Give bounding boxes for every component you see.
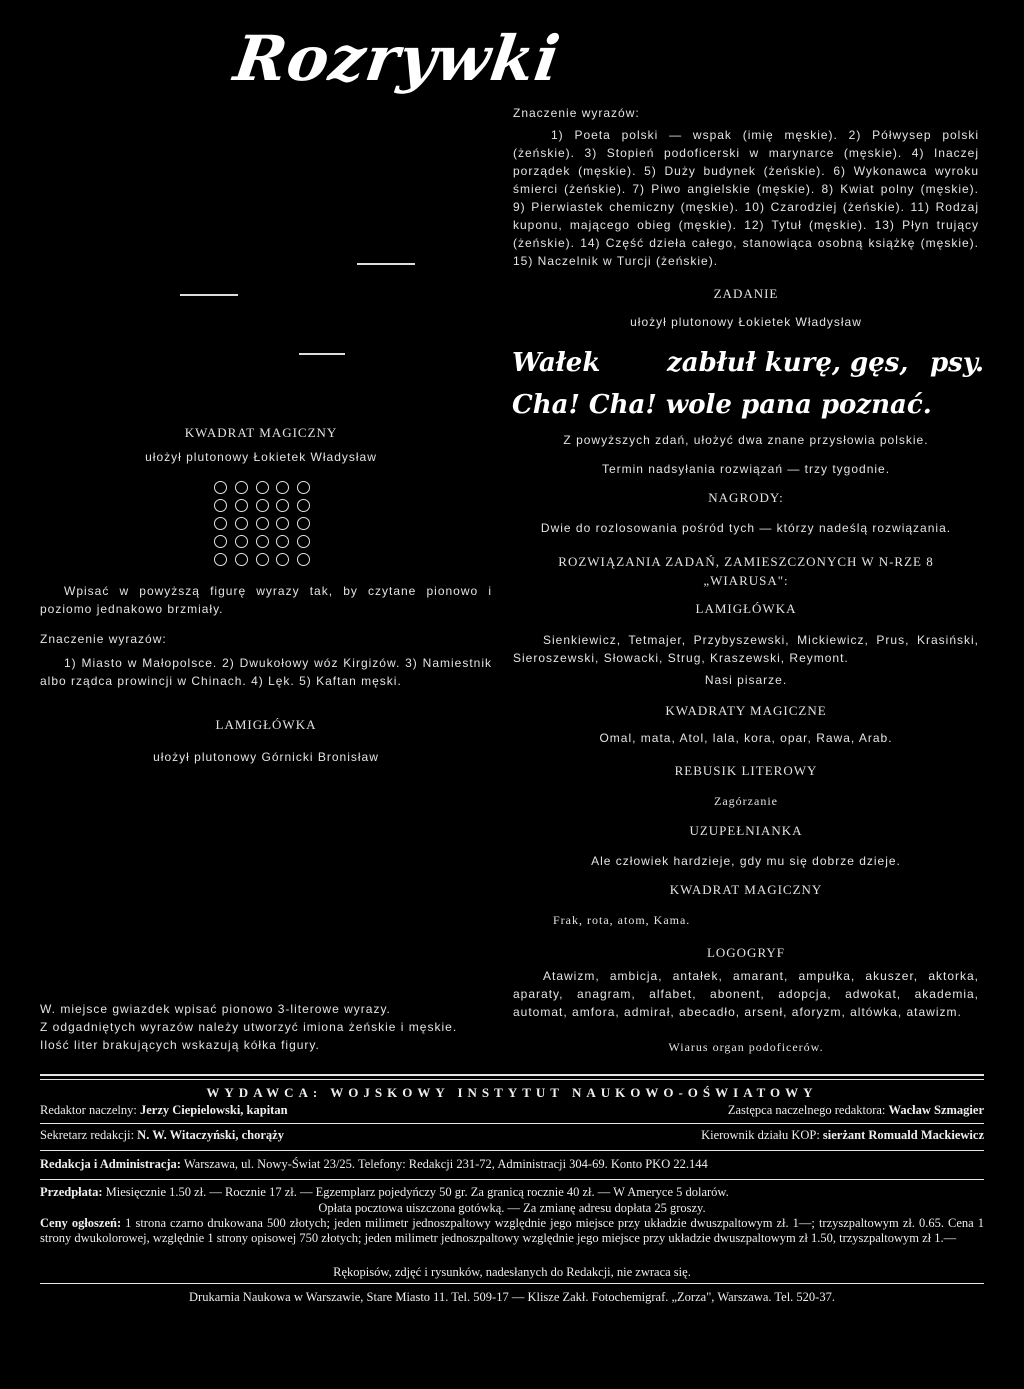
sol-kwadraty-text: Omal, mata, Atol, lala, kora, opar, Rawa, Arab. <box>599 731 893 745</box>
grid-cell-circle[interactable] <box>256 535 269 548</box>
grid-cell-circle[interactable] <box>256 481 269 494</box>
kwadrat-heading: KWADRAT MAGICZNY <box>184 425 338 440</box>
kwadrat-definitions-label: Znaczenie wyrazów: <box>40 632 167 646</box>
footer-publisher: WYDAWCA: WOJSKOWY INSTYTUT NAUKOWO-OŚWIATOWY <box>206 1085 818 1100</box>
grid-cell-circle[interactable] <box>276 481 289 494</box>
grid-row <box>214 532 310 550</box>
grid-cell-circle[interactable] <box>214 481 227 494</box>
zadanie-instruction: Z powyższych zdań, ułożyć dwa znane przysłowia polskie. <box>563 433 929 447</box>
nagrody-text: Dwie do rozlosowania pośród tych — którzy nadeślą rozwiązania. <box>540 521 952 535</box>
grid-cell-circle[interactable] <box>276 499 289 512</box>
grid-cell-circle[interactable] <box>276 553 289 566</box>
grid-cell-circle[interactable] <box>297 553 310 566</box>
grid-cell-circle[interactable] <box>297 499 310 512</box>
sol-kwadrat-text: Frak, rota, atom, Kama. <box>553 913 691 927</box>
footer-rule-3 <box>40 1179 984 1180</box>
grid-cell-circle[interactable] <box>256 517 269 530</box>
grid-cell-circle[interactable] <box>256 553 269 566</box>
lamiglowka-heading: LAMIGŁÓWKA <box>215 717 317 732</box>
sol-logogryf-text: Atawizm, ambicja, antałek, amarant, ampułka, akuszer, aktorka, aparaty, anagram, alfabet, abonent, adopcja, adwokat, akademia, automat, amfora, admirał, abecadło, arsenł, aforyzm, altówka, atawizm. <box>513 969 979 1019</box>
definitions-text: 1) Poeta polski — wspak (imię męskie). 2) Półwysep polski (żeńskie). 3) Stopień podoficerski w marynarce (męskie). 4) Inaczej porządek (męskie). 5) Duży budynek (żeńskie). 6) Wykonawca wyroku śmierci (żeńskie). 7) Piwo angielskie (męskie). 8) Kwiat polny (męskie). 9) Pierwiastek chemiczny (męskie). 10) Czarodziej (żeńskie). 11) Rodzaj kuponu, mającego obieg (męskie). 12) Tytuł (męskie). 13) Płyn trujący (żeńskie). 14) Część dzieła całego, stanowiąca osobną książkę (męskie). 15) Naczelnik w Turcji (żeńskie). <box>513 128 979 268</box>
kwadrat-grid[interactable] <box>214 478 310 568</box>
definitions-label: Znaczenie wyrazów: <box>513 106 640 120</box>
sol-kwadrat-heading: KWADRAT MAGICZNY <box>669 882 823 897</box>
lamiglowka-author: ułożył plutonowy Górnicki Bronisław <box>153 750 379 764</box>
grid-cell-circle[interactable] <box>297 481 310 494</box>
sol-lamiglowka-heading: LAMIGŁÓWKA <box>695 601 797 616</box>
grid-cell-circle[interactable] <box>235 553 248 566</box>
zadanie-author: ułożył plutonowy Łokietek Władysław <box>630 315 862 329</box>
grid-cell-circle[interactable] <box>297 517 310 530</box>
footer-rule-1 <box>40 1123 984 1124</box>
zadanie-handwriting-1c: psy. <box>930 348 984 378</box>
rozwiazania-heading-2: „WIARUSA": <box>703 573 789 588</box>
zadanie-handwriting-2: Cha! Cha! wole pana poznać. <box>512 390 932 420</box>
rozwiazania-heading: ROZWIĄZANIA ZADAŃ, ZAMIESZCZONYCH W N-RZE 8 <box>558 554 934 569</box>
page-title: Rozrywki <box>229 22 565 95</box>
grid-cell-circle[interactable] <box>214 499 227 512</box>
grid-cell-circle[interactable] <box>235 481 248 494</box>
sol-rebusik-heading: REBUSIK LITEROWY <box>674 763 818 778</box>
footer-kop: Kierownik działu KOP: sierżant Romuald Mackiewicz <box>701 1128 984 1142</box>
footer-address: Redakcja i Administracja: Warszawa, ul. Nowy-Świat 23/25. Telefony: Redakcji 231-72, Administracji 304-69. Konto PKO 22.144 <box>40 1157 708 1171</box>
footer-deputy: Zastępca naczelnego redaktora: Wacław Szmagier <box>727 1103 984 1117</box>
kwadrat-instruction: Wpisać w powyższą figurę wyrazy tak, by czytane pionowo i poziomo jednakowo brzmiały. <box>40 584 492 616</box>
sol-logogryf-answer: Wiarus organ podoficerów. <box>668 1040 824 1054</box>
zadanie-heading: ZADANIE <box>713 286 779 301</box>
grid-cell-circle[interactable] <box>276 535 289 548</box>
grid-cell-circle[interactable] <box>276 517 289 530</box>
footer-ads: Ceny ogłoszeń: 1 strona czarno drukowana 500 złotych; jeden milimetr jednoszpaltowy względnie jego miejsce przy układzie dwuszpaltowym zł. 1—; trzyszpaltowym zł. 0.65. Cena 1 strony dwukolorowej, względnie 1 strony opisowej 750 złotych; jeden milimetr jednoszpaltowy względnie jego miejsce przy układzie dwuszpaltowym zł 1.50, trzyszpaltowym zł 1.— <box>40 1216 985 1245</box>
figure-dash <box>180 294 238 296</box>
lamiglowka-instruction-1: W. miejsce gwiazdek wpisać pionowo 3-literowe wyrazy. <box>40 1002 391 1016</box>
sol-uzupelnianka-text: Ale człowiek hardzieje, gdy mu się dobrze dzieje. <box>591 854 901 868</box>
grid-row <box>214 496 310 514</box>
footer-rule-4 <box>40 1283 984 1284</box>
kwadrat-author: ułożył plutonowy Łokietek Władysław <box>145 450 377 464</box>
sol-lamiglowka-text: Sienkiewicz, Tetmajer, Przybyszewski, Mickiewicz, Prus, Krasiński, Sieroszewski, Słowacki, Strug, Kraszewski, Reymont. <box>513 633 979 665</box>
grid-cell-circle[interactable] <box>235 517 248 530</box>
sol-lamiglowka-answer: Nasi pisarze. <box>704 673 788 687</box>
grid-cell-circle[interactable] <box>256 499 269 512</box>
footer-secretary-row <box>40 1128 984 1143</box>
kwadrat-definitions-text: 1) Miasto w Małopolsce. 2) Dwukołowy wóz Kirgizów. 3) Namiestnik albo rządca prowincji w Chinach. 4) Lęk. 5) Kaftan męski. <box>40 656 492 688</box>
grid-cell-circle[interactable] <box>235 535 248 548</box>
figure-dash <box>299 353 345 355</box>
footer-secretary: Sekretarz redakcji: N. W. Witaczyński, chorąży <box>40 1128 284 1142</box>
sol-rebusik-text: Zagórzanie <box>714 794 778 808</box>
footer-editor: Redaktor naczelny: Jerzy Ciepielowski, kapitan <box>40 1103 288 1117</box>
grid-row <box>214 478 310 496</box>
footer-manuscripts: Rękopisów, zdjęć i rysunków, nadesłanych do Redakcji, nie zwraca się. <box>333 1265 691 1279</box>
grid-cell-circle[interactable] <box>214 553 227 566</box>
sol-uzupelnianka-heading: UZUPEŁNIANKA <box>689 823 803 838</box>
lamiglowka-instruction-3: Ilość liter brakujących wskazują kółka figury. <box>40 1038 320 1052</box>
sol-logogryf-heading: LOGOGRYF <box>706 945 786 960</box>
grid-row <box>214 550 310 568</box>
footer-printer: Drukarnia Naukowa w Warszawie, Stare Miasto 11. Tel. 509-17 — Klisze Zakł. Fotochemigraf. „Zorza", Warszawa. Tel. 520-37. <box>189 1290 835 1304</box>
grid-cell-circle[interactable] <box>214 535 227 548</box>
footer-rule-2 <box>40 1150 984 1151</box>
footer-rule-top <box>40 1074 984 1076</box>
termin-text: Termin nadsyłania rozwiązań — trzy tygodnie. <box>601 462 891 476</box>
grid-cell-circle[interactable] <box>235 499 248 512</box>
grid-row <box>214 514 310 532</box>
zadanie-handwriting-1a: Wałek <box>512 348 601 378</box>
lamiglowka-instruction-2: Z odgadniętych wyrazów należy utworzyć imiona żeńskie i męskie. <box>40 1020 458 1034</box>
footer-rule-top-2 <box>40 1079 984 1080</box>
figure-dash <box>357 263 415 265</box>
grid-cell-circle[interactable] <box>297 535 310 548</box>
footer-editors-row <box>40 1103 984 1118</box>
footer-subscription: Przedpłata: Miesięcznie 1.50 zł. — Rocznie 17 zł. — Egzemplarz pojedyńczy 50 gr. Za granicą rocznie 40 zł. — W Ameryce 5 dolarów. <box>40 1185 729 1199</box>
footer-subscription-2: Opłata pocztowa uiszczona gotówką. — Za zmianę adresu dopłata 25 groszy. <box>318 1201 706 1215</box>
zadanie-handwriting-1b: zabłuł kurę, gęs, <box>667 348 909 378</box>
sol-kwadraty-heading: KWADRATY MAGICZNE <box>665 703 827 718</box>
grid-cell-circle[interactable] <box>214 517 227 530</box>
nagrody-heading: NAGRODY: <box>708 490 784 505</box>
